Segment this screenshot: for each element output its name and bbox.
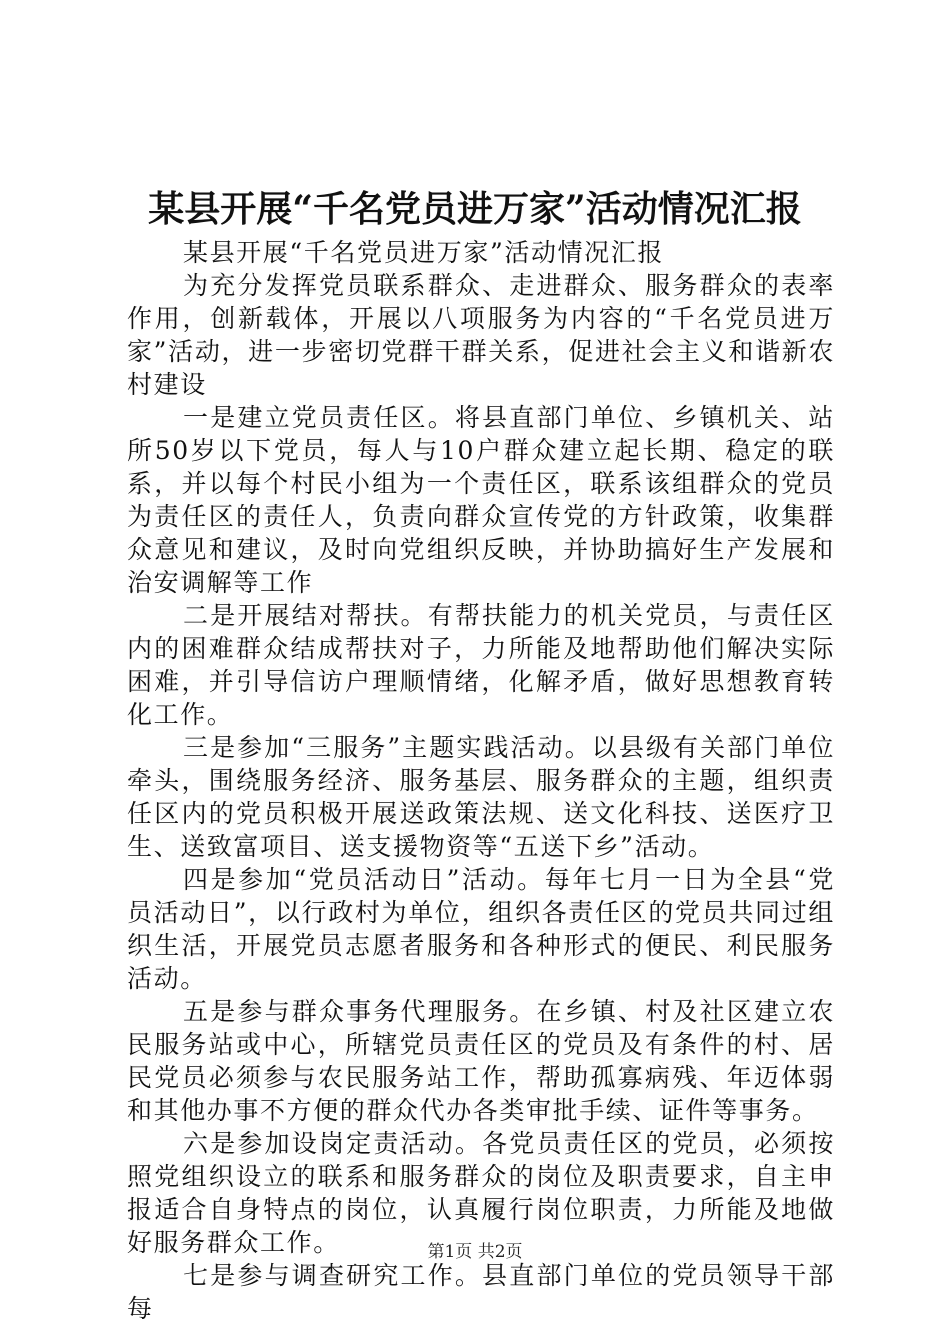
paragraph-item-7: 七是参与调查研究工作。县直部门单位的党员领导干部每 [127, 1261, 835, 1323]
document-body [127, 236, 835, 1325]
paragraph-subtitle: 某县开展“千名党员进万家”活动情况汇报 [183, 238, 664, 267]
page-footer: 第1页 共2页 [427, 1242, 523, 1262]
paragraph-item-6: 六是参加设岗定责活动。各党员责任区的党员，必须按照党组织设立的联系和服务群众的岗位及职责要求，自主申报适合自身特点的岗位，认真履行岗位职责，力所能及地做好服务群众工作。 [127, 1129, 835, 1257]
paragraph-item-1: 一是建立党员责任区。将县直部门单位、乡镇机关、站所50岁以下党员，每人与10户群众建立起长期、稳定的联系，并以每个村民小组为一个责任区，联系该组群众的党员为责任区的责任人，负责向群众宣传党的方针政策，收集群众意见和建议，及时向党组织反映，并协助搞好生产发展和治安调解等工作 [127, 403, 835, 597]
paragraph-item-4: 四是参加“党员活动日”活动。每年七月一日为全县“党员活动日”，以行政村为单位，组织各责任区的党员共同过组织生活，开展党员志愿者服务和各种形式的便民、利民服务活动。 [127, 865, 835, 993]
document-title: 某县开展“千名党员进万家”活动情况汇报 [148, 188, 802, 230]
paragraph-item-2: 二是开展结对帮扶。有帮扶能力的机关党员，与责任区内的困难群众结成帮扶对子，力所能及地帮助他们解决实际困难，并引导信访户理顺情绪，化解矛盾，做好思想教育转化工作。 [127, 601, 835, 729]
paragraph-item-3: 三是参加“三服务”主题实践活动。以县级有关部门单位牵头，围绕服务经济、服务基层、服务群众的主题，组织责任区内的党员积极开展送政策法规、送文化科技、送医疗卫生、送致富项目、送支援物资等“五送下乡”活动。 [127, 733, 835, 861]
paragraph-item-5: 五是参与群众事务代理服务。在乡镇、村及社区建立农民服务站或中心，所辖党员责任区的党员及有条件的村、居民党员必须参与农民服务站工作，帮助孤寡病残、年迈体弱和其他办事不方便的群众代办各类审批手续、证件等事务。 [127, 997, 835, 1125]
paragraph-intro: 为充分发挥党员联系群众、走进群众、服务群众的表率作用，创新载体，开展以八项服务为内容的“千名党员进万家”活动，进一步密切党群干群关系，促进社会主义和谐新农村建设 [127, 271, 835, 399]
